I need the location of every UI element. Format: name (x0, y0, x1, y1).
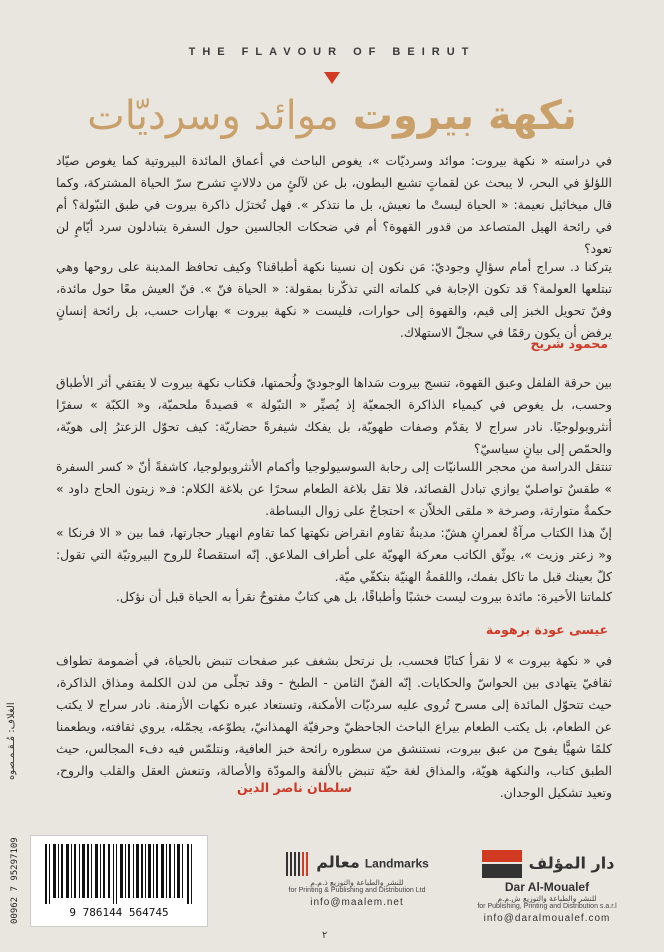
paragraph-5: إنّ هذا الكتاب مرآةٌ لعمرانٍ هشّ: مدينةٌ تقاوم انقراض نكهتها كما تقاوم انهيار حجارتها، فما بين « الا فرنكا » و« زعتر وزيت »، يوثّق الكاتب معركة الهويّة على أطراف الملاعق. إنّه استقصاءٌ للروح البيروتيّة التي تقول: كلّ بعينك قبل ما تاكل بفمك، واللقمةُ الهنيّة بتكفّي ميّة. (56, 525, 612, 584)
landmarks-logo-icon (285, 848, 311, 878)
signature-2: عيسى عودة برهومة (485, 622, 608, 637)
maalem-name-en: Landmarks (364, 856, 429, 871)
paragraph-7: في « نكهة بيروت » لا نقرأ كتابًا فحسب، بل نرتحل بشغف عبر صفحات تنبض بالحياة، في أضمومة تطواف ثقافيّ يتهادى بين الحواسّ والحكايات. إنّه الفنّ الثامن - الطبخ - وقد تجلّى من لدن الكلمة ومذاق الذاكرة، حيث تتحوّل المائدة إلى مسرح تُروى عليه سرديّات الأمكنة، وتستعاد عبره نكهات الأزمنة. نادر سراج لا يكتب عن الطعام، بل يكتب الطعام بيراع الباحث الجاحظيّ وحرفيّة الهمذانيّ، يطوّعه، يجمّله، يروي ثقافته، ويطعمنا كلمًا شهيًّا يفوح من عبق بيروت، نستنشق من سطوره رائحة خبز العافية، ونتلمّس فيه دفء المجالس، حيث الطبق كتاب، والنكهة هويّة، والمذاق لغة حيّة تنبض بالألفة والمودّة والأصالة، وتنعش العقل والقلب والروح، وتعيد تشكيل الوجدان. (56, 653, 612, 800)
paragraph-3: بين حرقة الفلفل وعبق القهوة، تنسج بيروت سَداها الوجوديّ ولُحمتها، فكتاب نكهة بيروت لا يقتفي أثر الأطباق وحسب، بل يغوص في كيمياء الذاكرة الجمعيّة إذ يُصيِّر « التبّولة » قصيدةً ملحميّة، و« الكبّة » سفرًا أنثروبولوجيًا. نادر سراج لا يقدّم وصفات طهويّة، بل يفكك شيفرةً حضاريّة: كيف تحوّل الزعترُ إلى هويّة، والحمّص إلى بيانٍ سياسيّ؟ (56, 375, 612, 456)
maalem-name-ar: معالم (316, 852, 360, 872)
moualef-name-ar: دار المؤلف (528, 853, 615, 873)
moualef-email: info@daralmoualef.com (483, 913, 611, 924)
page-number: ٢ (322, 930, 328, 941)
paragraph-2: يتركنا د. سراج أمام سؤالٍ وجوديّ: مَن نكون إن نسينا نكهة أطباقنا؟ وكيف تحافظ المدينة على روحها وهي تبتلعها العولمة؟ قد تكون الإجابة في كلماته التي تذكّرنا بمقولة: « الحياة فنّ ». فنّ العيش معًا حول مائدة، وفنّ تحويل الخبز إلى قيم، والقهوة إلى حوارات، فليست « نكهة بيروت » بهارات حسب، بل رائحة إنسانٍ يرفض أن يكون رقمًا في سجلّ الاستهلاك. (56, 259, 612, 340)
publisher-maalem (262, 848, 452, 908)
barcode (30, 835, 208, 927)
paragraph-1: في دراسته « نكهة بيروت: موائد وسرديّات »، يغوص الباحث في أعماق المائدة البيروتية كما يغوص صيّاد اللؤلؤ في البحر، لا يبحث عن لقماتٍ تشبع البطون، بل عن لآلئٍ من دلالاتٍ تشرح سرّ الحياة المشتركة، وكما قال ميخائيل نعيمة: « الحياة ليستْ ما نعيش، بل ما نتذكر ». فهل تُختزَل ذاكرة بيروت في طبق التبّولة؟ أم في رائحة الهيل المتصاعد من قدور القهوة؟ أم في ضحكات الجالسين حول السفرة يتبادلون سرد أيّامٍ لن تعود؟ (56, 153, 612, 256)
paragraph-4: تنتقل الدراسة من محجر اللسانيّات إلى رحابة السوسيولوجيا وأكمام الأنثروبولوجيا، كاشفةً أنّ « كسر السفرة » طقسٌ تواصليّ يوازي تبادل القصائد، فلا تقل بلاغة الطعام سحرًا عن بلاغة الكلام: فـ« زيتون الحاج داود » حكمةٌ متوارثة، وصرخة « ملقى الخلاّن » احتجاجٌ على زوال البساطة. (56, 459, 612, 518)
maalem-desc-en: for Printing & Publishing and Distribution Ltd (288, 887, 426, 894)
maalem-email: info@maalem.net (310, 897, 404, 908)
triangle-marker-icon (324, 72, 340, 84)
barcode-bars-icon (43, 844, 195, 904)
cover-credit: الغلاف: مُـقـمـصوه (6, 702, 17, 780)
barcode-digits: 9 786144 564745 (69, 906, 169, 919)
title-main: نكهة بيروت (352, 93, 577, 139)
moualef-name-en: Dar Al-Moualef (504, 880, 590, 894)
dar-al-moualef-logo-icon (480, 848, 524, 880)
isbn-side-text: 00962 7 95297109 (10, 837, 20, 924)
paragraph-6: كلماتنا الأخيرة: مائدة بيروت ليست خشبًا وأطباقًا، بل هي كتابٌ مفتوحٌ نقرأ به الحياة قبل أن نؤكل. (115, 589, 612, 604)
series-title: THE FLAVOUR OF BEIRUT (188, 46, 476, 58)
moualef-desc-en: for Publishing, Printing and Distribution s.a.r.l (477, 903, 617, 910)
publisher-moualef (452, 848, 642, 924)
signature-1: محمود شريح (530, 336, 608, 351)
maalem-desc-ar: للنشر والطباعة والتوزيع ذ.م.م (310, 878, 404, 887)
signature-3: سلطان ناصر الدين (236, 780, 352, 795)
book-title (60, 92, 604, 140)
title-sub: موائد وسرديّات (87, 93, 339, 139)
moualef-desc-ar: للنشر والطباعة والتوزيع ش.م.م (497, 894, 597, 903)
